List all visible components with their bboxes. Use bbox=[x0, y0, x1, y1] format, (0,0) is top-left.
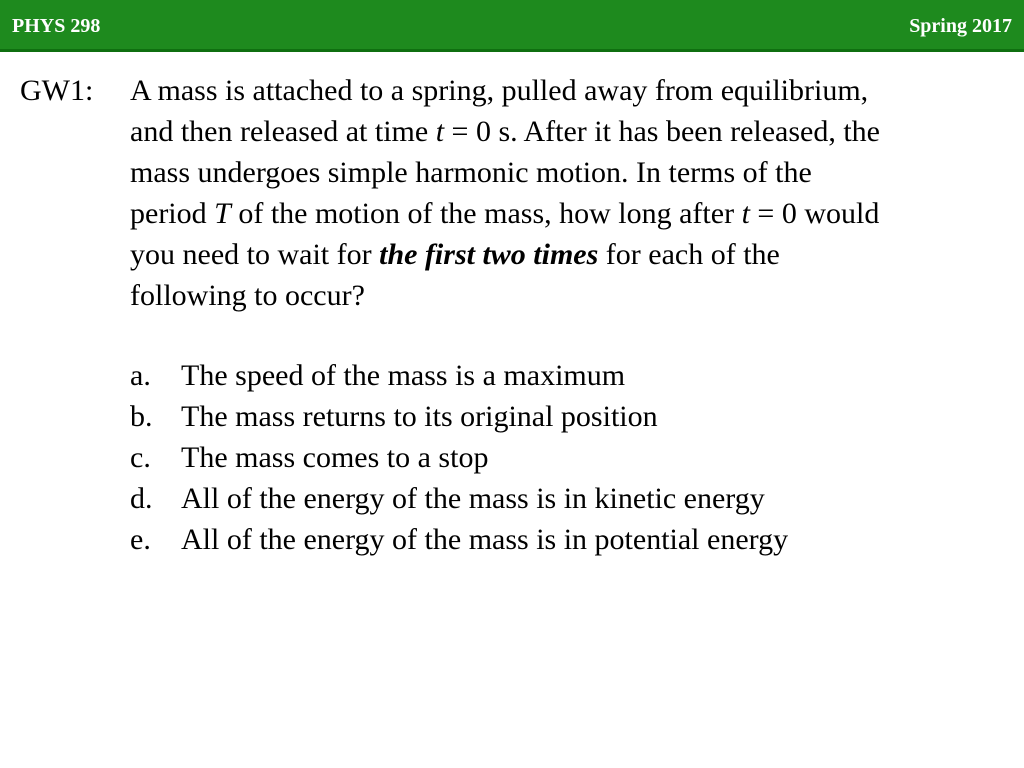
question-label: GW1: bbox=[20, 74, 94, 107]
option-text: The mass returns to its original position bbox=[181, 400, 658, 433]
answer-options-list bbox=[130, 355, 788, 560]
option-c bbox=[130, 437, 788, 478]
text-segment: of the motion of the mass, how long after bbox=[230, 197, 742, 230]
variable-period: T bbox=[214, 197, 231, 230]
text-segment: you need to wait for bbox=[130, 238, 380, 271]
option-text: The speed of the mass is a maximum bbox=[181, 359, 626, 392]
emphasis-text: the first two times bbox=[379, 238, 599, 271]
option-b bbox=[130, 396, 788, 437]
variable-t: t bbox=[435, 115, 445, 148]
option-letter: b. bbox=[130, 400, 153, 433]
course-title: PHYS 298 bbox=[12, 15, 101, 37]
option-text: All of the energy of the mass is in potential energy bbox=[181, 523, 789, 556]
option-a bbox=[130, 355, 788, 396]
variable-t: t bbox=[741, 197, 750, 230]
option-e bbox=[130, 519, 788, 560]
option-letter: e. bbox=[130, 523, 151, 556]
text-segment: for each of the bbox=[598, 238, 780, 271]
text-segment: period bbox=[130, 197, 215, 230]
question-line-2 bbox=[130, 111, 1010, 152]
header-bar bbox=[0, 0, 1024, 52]
option-letter: c. bbox=[130, 441, 151, 474]
text-segment: and then released at time bbox=[130, 115, 436, 148]
text-segment: = 0 would bbox=[749, 197, 880, 230]
question-text bbox=[130, 70, 1010, 316]
question-line-4 bbox=[130, 193, 1010, 234]
option-letter: a. bbox=[130, 359, 151, 392]
question-line-5 bbox=[130, 234, 1010, 275]
option-letter: d. bbox=[130, 482, 153, 515]
text-segment: = 0 s. After it has been released, the bbox=[444, 115, 880, 148]
term-label: Spring 2017 bbox=[909, 15, 1012, 37]
question-line-1: A mass is attached to a spring, pulled away from equilibrium, bbox=[130, 74, 869, 107]
question-line-3: mass undergoes simple harmonic motion. In terms of the bbox=[130, 156, 812, 189]
option-text: The mass comes to a stop bbox=[181, 441, 489, 474]
option-text: All of the energy of the mass is in kinetic energy bbox=[181, 482, 765, 515]
question-line-6: following to occur? bbox=[130, 279, 365, 312]
option-d bbox=[130, 478, 788, 519]
